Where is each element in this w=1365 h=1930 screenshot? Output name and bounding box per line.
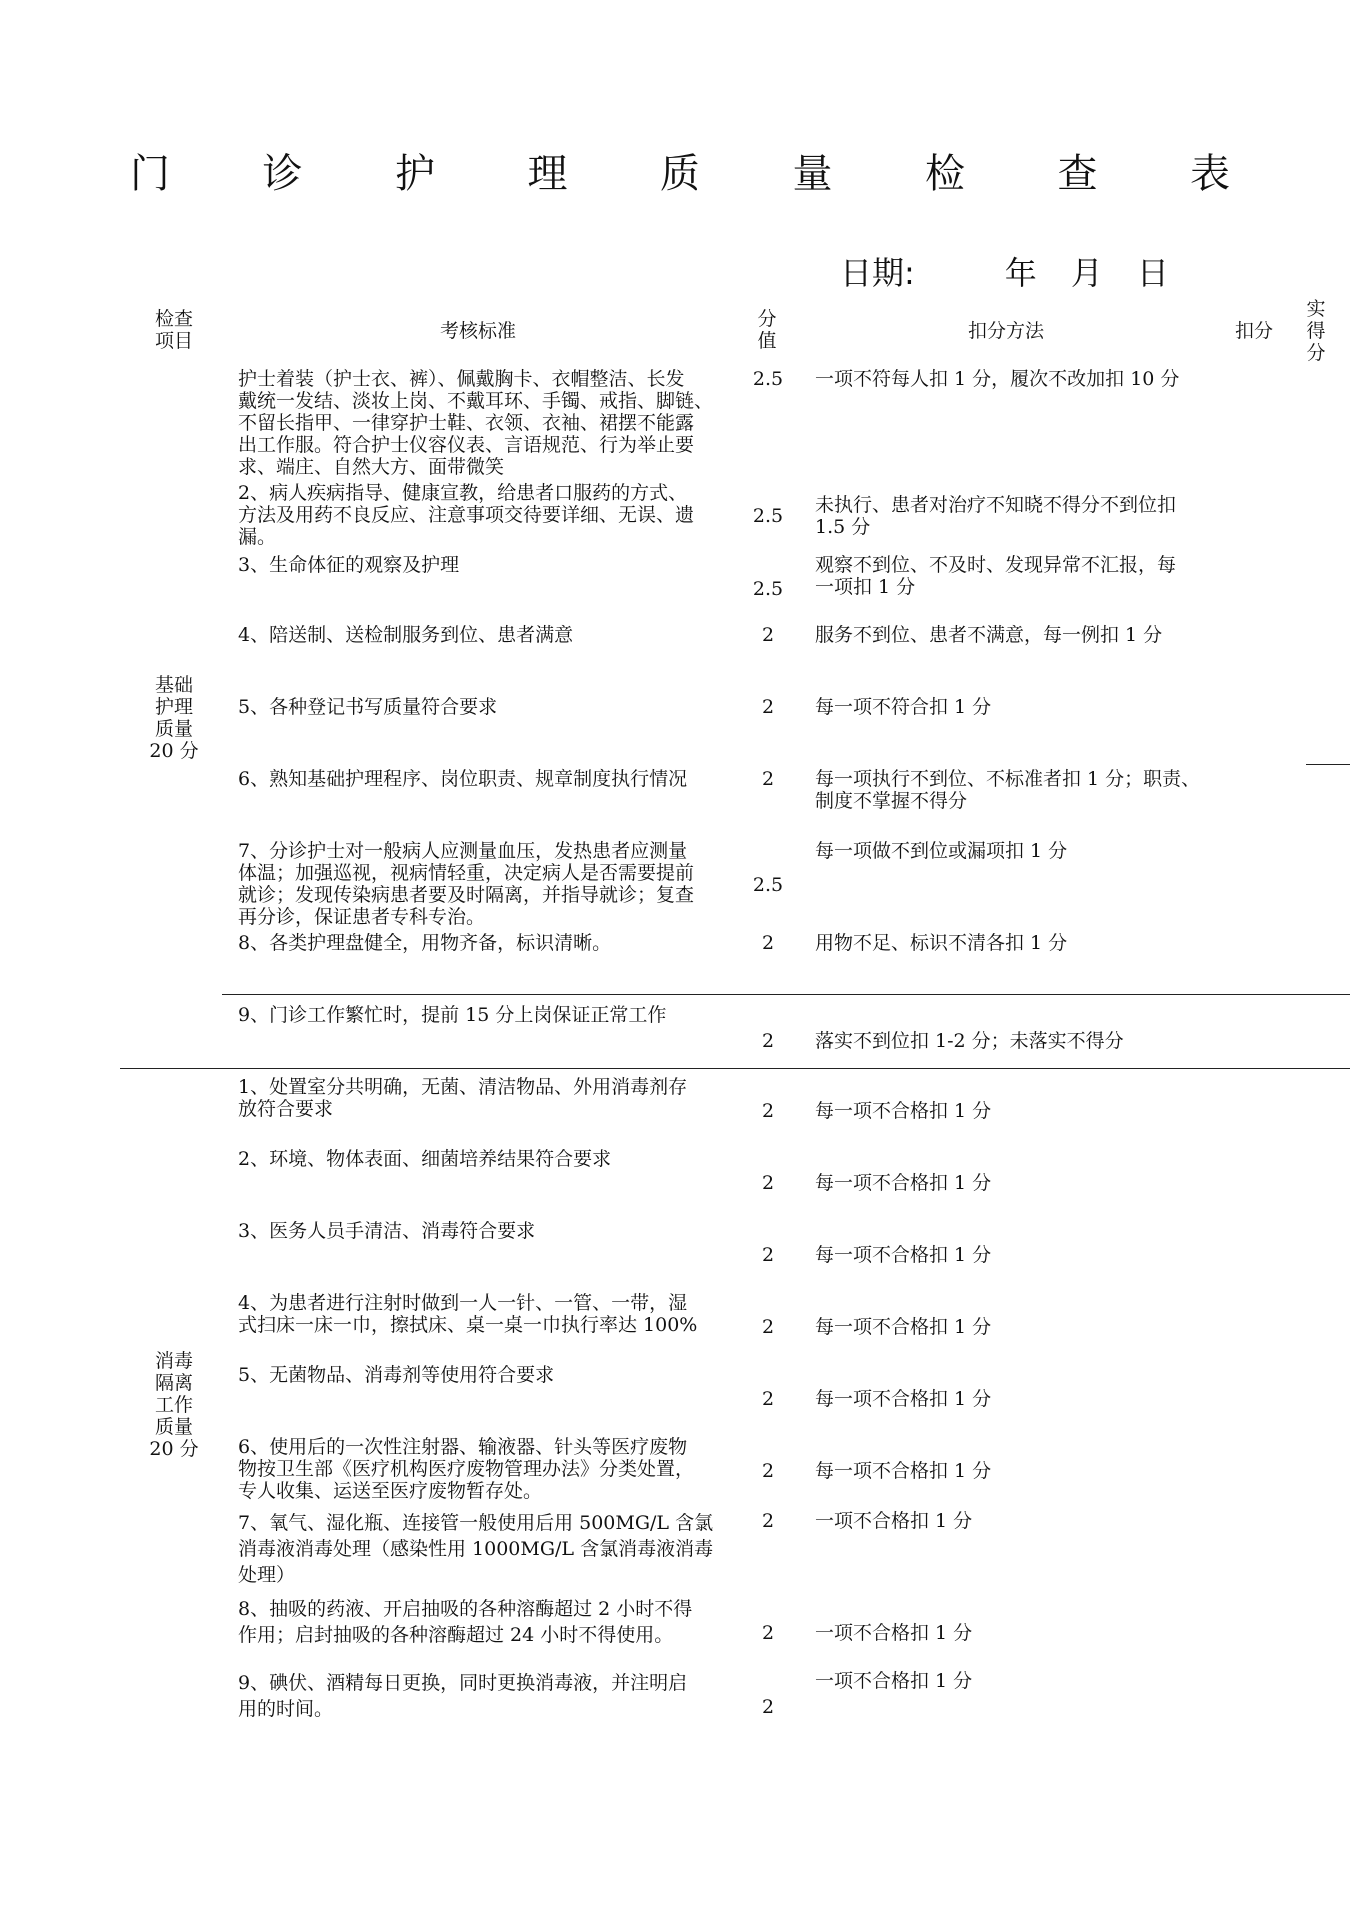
row-method: 用物不足、标识不清各扣 1 分 [815, 932, 1068, 954]
row-score: 2 [761, 1388, 775, 1410]
right-edge-rule [1306, 764, 1350, 765]
row-criteria: 护士着装（护士衣、裤）、佩戴胸卡、衣帽整洁、长发 戴统一发结、淡妆上岗、不戴耳环、手镯、戒指、脚链、 不留长指甲、一律穿护士鞋、衣领、衣袖、裙摆不能露 出工作服。符合护士仪容仪表、言语规范、行为举止要 求、端庄、自然大方、面带微笑 [238, 368, 714, 478]
row-score: 2 [761, 1460, 775, 1482]
row-criteria: 9、碘伏、酒精每日更换，同时更换消毒液，并注明启 用的时间。 [238, 1672, 688, 1720]
row-score: 2 [761, 1510, 775, 1532]
date-month: 月 [1070, 254, 1103, 292]
section-divider [120, 1068, 1350, 1069]
row-score: 2.5 [752, 874, 784, 896]
row-criteria: 3、生命体征的观察及护理 [238, 554, 460, 576]
row-criteria: 6、使用后的一次性注射器、输液器、针头等医疗废物 物按卫生部《医疗机构医疗废物管理办法》分类处置， 专人收集、运送至医疗废物暂存处。 [238, 1436, 695, 1502]
header-deduct: 扣分 [1235, 320, 1274, 342]
row-method: 观察不到位、不及时、发现异常不汇报，每 一项扣 1 分 [815, 554, 1177, 598]
header-item: 检查 项目 [154, 308, 193, 352]
row-method: 每一项不符合扣 1 分 [815, 696, 992, 718]
row-method: 一项不合格扣 1 分 [815, 1622, 973, 1644]
title-char: 护 [395, 150, 435, 197]
row-score: 2 [761, 1172, 775, 1194]
row-score: 2.5 [752, 578, 784, 600]
row-method: 每一项不合格扣 1 分 [815, 1460, 992, 1482]
row-method: 每一项执行不到位、不标准者扣 1 分；职责、 制度不掌握不得分 [815, 768, 1201, 812]
row-criteria: 7、分诊护士对一般病人应测量血压，发热患者应测量 体温；加强巡视，视病情轻重，决定病人是否需要提前 就诊；发现传染病患者要及时隔离，并指导就诊；复查 再分诊，保证患者专科专治。 [238, 840, 695, 928]
page-title [130, 140, 1230, 200]
row-method: 每一项不合格扣 1 分 [815, 1100, 992, 1122]
row-criteria: 4、为患者进行注射时做到一人一针、一管、一带，湿 式扫床一床一巾，擦拭床、桌一桌一巾执行率达 100% [238, 1292, 698, 1336]
row-score: 2 [761, 696, 775, 718]
row-method: 服务不到位、患者不满意，每一例扣 1 分 [815, 624, 1163, 646]
title-char: 理 [527, 150, 568, 197]
row-criteria: 2、病人疾病指导、健康宣教，给患者口服药的方式、 方法及用药不良反应、注意事项交待要详细、无误、遗 漏。 [238, 482, 695, 548]
row-score: 2 [761, 1100, 775, 1122]
row-score: 2 [761, 624, 775, 646]
row-method: 落实不到位扣 1-2 分；未落实不得分 [815, 1030, 1124, 1052]
row-criteria: 8、各类护理盘健全，用物齐备，标识清晰。 [238, 932, 612, 954]
section-divider [222, 994, 1350, 995]
row-method: 每一项不合格扣 1 分 [815, 1388, 992, 1410]
row-score: 2 [761, 768, 775, 790]
date-day: 日 [1136, 254, 1169, 292]
row-method: 一项不合格扣 1 分 [815, 1510, 973, 1532]
category-label-disinfection: 消毒 隔离 工作 质量 20 分 [149, 1350, 199, 1460]
row-criteria: 9、门诊工作繁忙时，提前 15 分上岗保证正常工作 [238, 1004, 667, 1026]
row-score: 2 [761, 1622, 775, 1644]
title-char: 量 [792, 150, 833, 197]
header-score: 分 值 [757, 308, 777, 352]
row-method: 未执行、患者对治疗不知晓不得分不到位扣 1.5 分 [815, 494, 1177, 538]
header-actual: 实 得 分 [1306, 298, 1326, 364]
row-score: 2 [761, 1696, 775, 1718]
row-criteria: 6、熟知基础护理程序、岗位职责、规章制度执行情况 [238, 768, 688, 790]
title-char: 质 [660, 150, 700, 197]
header-method: 扣分方法 [968, 320, 1045, 342]
title-char: 门 [130, 150, 170, 197]
row-criteria: 2、环境、物体表面、细菌培养结果符合要求 [238, 1148, 612, 1170]
row-criteria: 5、无菌物品、消毒剂等使用符合要求 [238, 1364, 555, 1386]
row-score: 2.5 [752, 368, 784, 390]
title-char: 表 [1190, 150, 1230, 197]
category-label-basic-care: 基础 护理 质量 20 分 [149, 674, 199, 762]
header-criteria: 考核标准 [440, 320, 517, 342]
row-method: 一项不合格扣 1 分 [815, 1670, 973, 1692]
date-line [840, 248, 1169, 294]
row-criteria: 8、抽吸的药液、开启抽吸的各种溶酶超过 2 小时不得 作用；启封抽吸的各种溶酶超过 24 小时不得使用。 [238, 1598, 693, 1646]
row-criteria: 3、医务人员手清洁、消毒符合要求 [238, 1220, 536, 1242]
date-year: 年 [1004, 254, 1037, 292]
row-method: 每一项不合格扣 1 分 [815, 1172, 992, 1194]
row-method: 每一项做不到位或漏项扣 1 分 [815, 840, 1068, 862]
row-method: 每一项不合格扣 1 分 [815, 1244, 992, 1266]
row-score: 2 [761, 1244, 775, 1266]
title-char: 查 [1057, 150, 1098, 197]
row-criteria: 7、氧气、湿化瓶、连接管一般使用后用 500MG/L 含氯 消毒液消毒处理（感染性用 1000MG/L 含氯消毒液消毒 处理） [238, 1512, 714, 1586]
title-char: 诊 [262, 150, 303, 197]
row-score: 2 [761, 1316, 775, 1338]
row-criteria: 1、处置室分共明确，无菌、清洁物品、外用消毒剂存 放符合要求 [238, 1076, 688, 1120]
row-method: 一项不符每人扣 1 分，履次不改加扣 10 分 [815, 368, 1180, 390]
row-criteria: 5、各种登记书写质量符合要求 [238, 696, 498, 718]
row-method: 每一项不合格扣 1 分 [815, 1316, 992, 1338]
row-criteria: 4、陪送制、送检制服务到位、患者满意 [238, 624, 574, 646]
date-label: 日期: [840, 254, 915, 292]
row-score: 2.5 [752, 505, 784, 527]
title-char: 检 [925, 150, 965, 197]
row-score: 2 [761, 932, 775, 954]
row-score: 2 [761, 1030, 775, 1052]
